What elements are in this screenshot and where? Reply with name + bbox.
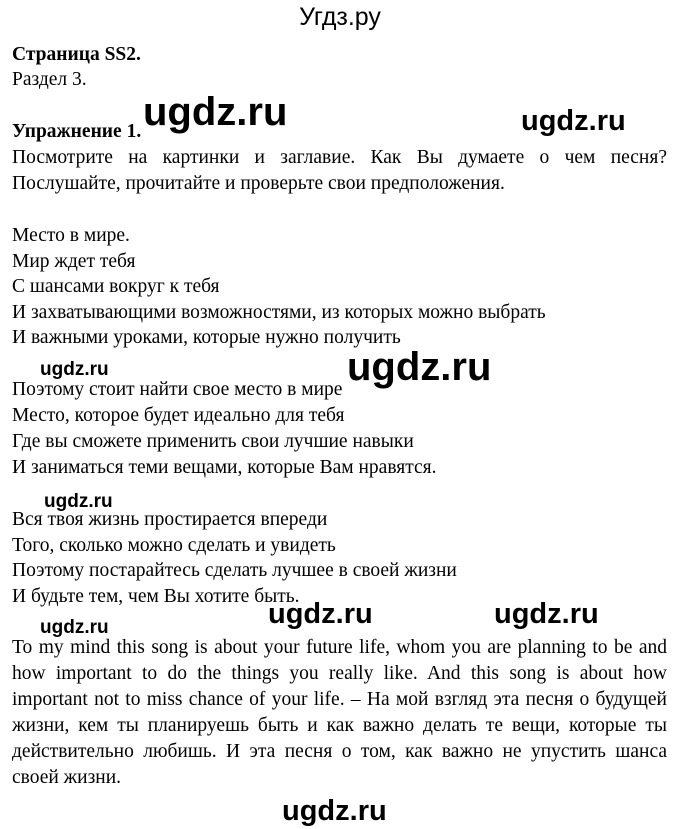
exercise-heading: Упражнение 1. [12,121,142,142]
song-line: Мир ждет тебя [12,251,136,272]
song-line: И захватывающими возможностями, из которых можно выбрать [12,302,546,323]
answer-line: how important to do the things you really like. And this song is about how [12,663,667,684]
watermark: ugdz.ru [347,345,492,389]
answer-line: To my mind this song is about your future life, whom you are planning to be and [12,637,667,658]
song-line: И заниматься теми вещами, которые Вам нравятся. [12,457,437,478]
song-line: Вся твоя жизнь простирается впереди [12,509,328,530]
watermark: ugdz.ru [268,598,373,630]
instruction-line: Посмотрите на картинки и заглавие. Как Вы думаете о чем песня? [12,147,667,168]
song-line: Место, которое будет идеально для тебя [12,405,345,426]
watermark: ugdz.ru [282,795,387,827]
watermark: ugdz.ru [143,90,288,134]
song-line: Место в мире. [12,225,130,246]
watermark: ugdz.ru [521,105,626,137]
song-line: С шансами вокруг к тебя [12,276,220,297]
answer-line: своей жизни. [12,767,122,788]
section-label: Раздел 3. [12,69,87,90]
song-line: Того, сколько можно сделать и увидеть [12,535,336,556]
song-line: Поэтому постарайтесь сделать лучшее в своей жизни [12,560,457,581]
watermark: ugdz.ru [494,598,599,630]
answer-line: important not to miss chance of your life. – На мой взгляд эта песня о будущей [12,689,667,710]
watermark: ugdz.ru [40,359,109,380]
song-line: Где вы сможете применить свои лучшие навыки [12,431,414,452]
watermark: ugdz.ru [40,617,109,638]
watermark: ugdz.ru [44,491,113,512]
instruction-line: Послушайте, прочитайте и проверьте свои предположения. [12,173,505,194]
answer-line: жизни, кем ты планируешь быть и как важно делать те вещи, которые ты [12,715,667,736]
page-heading: Страница SS2. [12,44,141,65]
song-line: И будьте тем, чем Вы хотите быть. [12,586,300,607]
site-title: Угдз.ру [299,3,381,31]
song-line: И важными уроками, которые нужно получить [12,327,401,348]
answer-line: действительно любишь. И эта песня о том, как важно не упустить шанса [12,741,667,762]
song-line: Поэтому стоит найти свое место в мире [12,379,343,400]
